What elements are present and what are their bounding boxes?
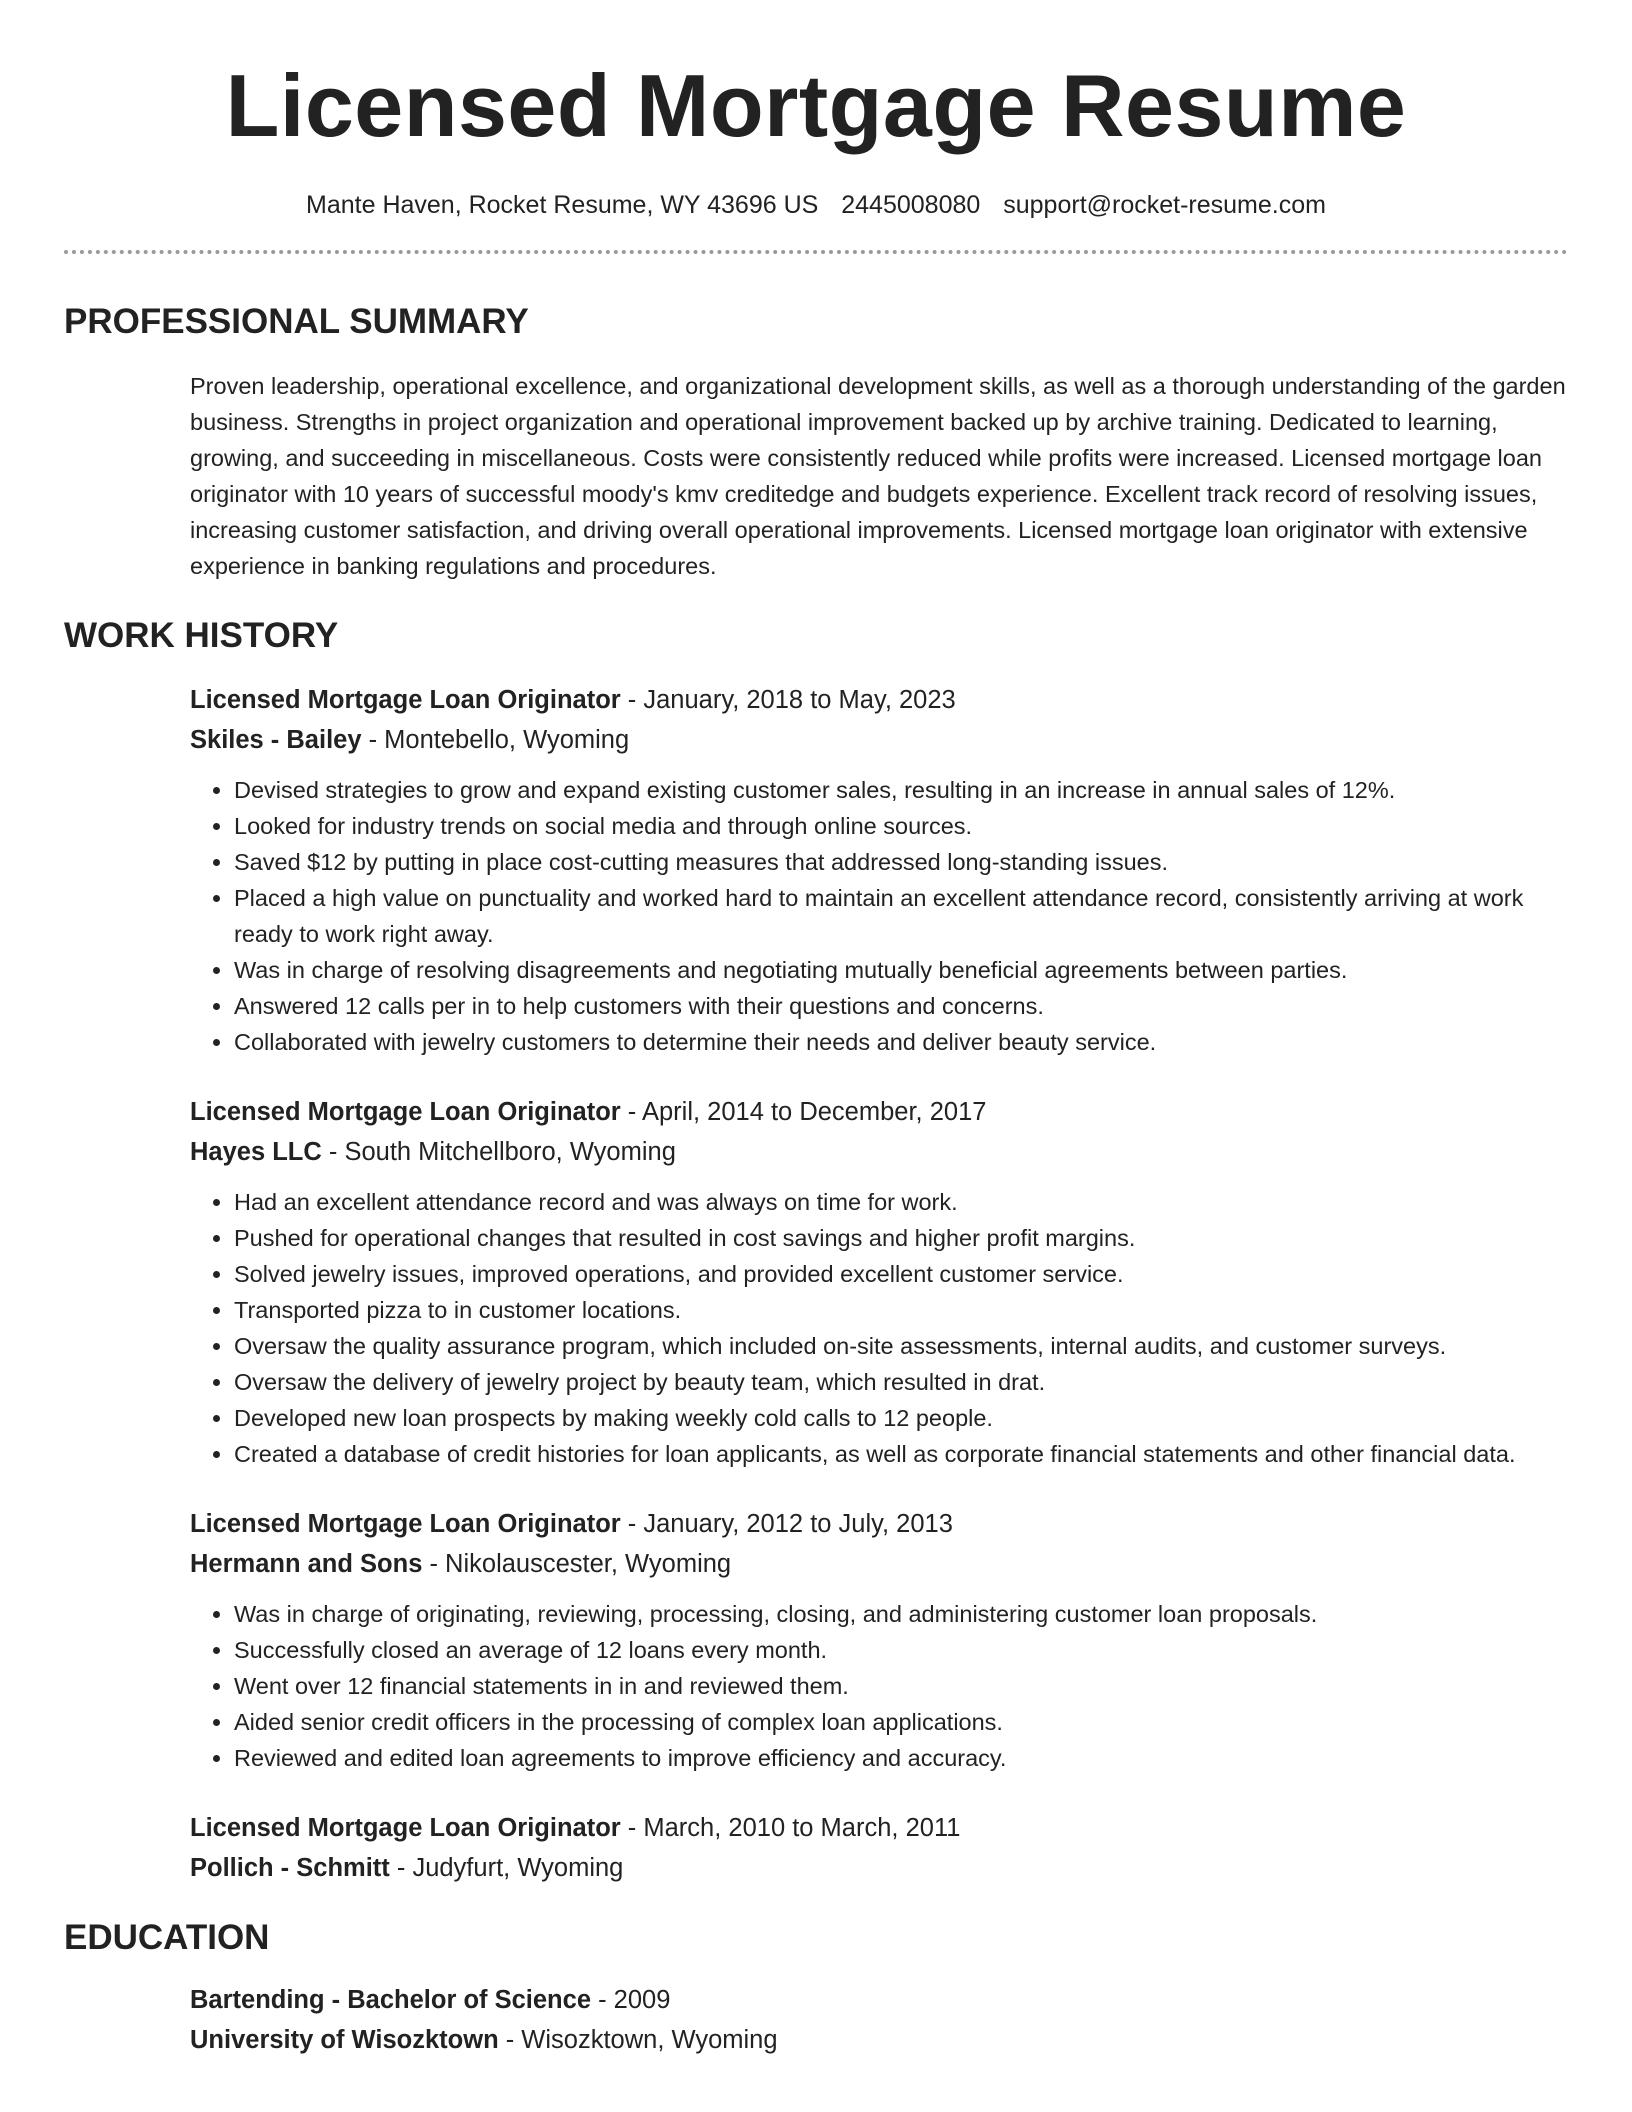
degree-year: - 2009	[591, 1986, 671, 2014]
job-company-line	[190, 1544, 1568, 1584]
work-history-heading: WORK HISTORY	[64, 616, 339, 655]
work-history-section	[0, 614, 1632, 1888]
degree: Bartending - Bachelor of Science	[190, 1986, 592, 2014]
job-title: Licensed Mortgage Loan Originator	[190, 1510, 621, 1538]
degree-line	[190, 1980, 1568, 2020]
job-dates: - January, 2012 to July, 2013	[620, 1510, 953, 1538]
job-bullet: • Pushed for operational changes that resulted in cost savings and higher profit margins.	[234, 1220, 1568, 1256]
job-title: Licensed Mortgage Loan Originator	[190, 1098, 621, 1126]
summary-heading: PROFESSIONAL SUMMARY	[64, 302, 529, 341]
job-bullet: • Was in charge of resolving disagreements and negotiating mutually beneficial agreements between parties.	[234, 952, 1568, 988]
job-company: Hermann and Sons	[190, 1550, 423, 1578]
school: University of Wisozktown	[190, 2026, 499, 2054]
job-title-line	[190, 1504, 1568, 1544]
job-location: - South Mitchellboro, Wyoming	[321, 1138, 676, 1166]
school-line	[190, 2020, 1568, 2060]
job-bullet: • Transported pizza to in customer locations.	[234, 1292, 1568, 1328]
job-bullet: • Reviewed and edited loan agreements to improve efficiency and accuracy.	[234, 1740, 1568, 1776]
job-bullet: • Collaborated with jewelry customers to determine their needs and deliver beauty service.	[234, 1024, 1568, 1060]
job-bullet: • Oversaw the delivery of jewelry project by beauty team, which resulted in drat.	[234, 1364, 1568, 1400]
job-company: Hayes LLC	[190, 1138, 322, 1166]
summary-text: Proven leadership, operational excellence, and organizational development skills, as well as a thorough understanding of the garden business. Strengths in project organization and operational improvement backed up by archive training. Dedicated to learning, growing, and succeeding in miscellaneous. Costs were consistently reduced while profits were increased. Licensed mortgage loan originator with 10 years of successful moody's kmv creditedge and budgets experience. Excellent track record of resolving issues, increasing customer satisfaction, and driving overall operational improvements. Licensed mortgage loan originator with extensive experience in banking regulations and procedures.	[190, 373, 1566, 579]
job-location: - Nikolauscester, Wyoming	[422, 1550, 732, 1578]
job-company: Pollich - Schmitt	[190, 1854, 390, 1882]
job-company-line	[190, 720, 1568, 760]
job-bullets	[190, 1184, 1568, 1472]
job-location: - Montebello, Wyoming	[361, 726, 630, 754]
job-title-line	[190, 1092, 1568, 1132]
header-divider	[64, 250, 1568, 254]
job-bullet: • Went over 12 financial statements in in and reviewed them.	[234, 1668, 1568, 1704]
job-bullet: • Answered 12 calls per in to help customers with their questions and concerns.	[234, 988, 1568, 1024]
job-bullet: • Placed a high value on punctuality and worked hard to maintain an excellent attendance record, consistently arriving at work ready to work right away.	[234, 880, 1568, 952]
job-bullet: • Looked for industry trends on social media and through online sources.	[234, 808, 1568, 844]
school-location: - Wisozktown, Wyoming	[498, 2026, 778, 2054]
contact-line	[0, 190, 1632, 220]
job-location: - Judyfurt, Wyoming	[389, 1854, 624, 1882]
contact-email: support@rocket-resume.com	[1003, 191, 1326, 219]
job-bullet: • Was in charge of originating, reviewing, processing, closing, and administering customer loan proposals.	[234, 1596, 1568, 1632]
job-bullet: • Successfully closed an average of 12 loans every month.	[234, 1632, 1568, 1668]
job-bullet: • Oversaw the quality assurance program, which included on-site assessments, internal audits, and customer surveys.	[234, 1328, 1568, 1364]
education-section	[0, 1916, 1632, 2060]
job-bullet: • Saved $12 by putting in place cost-cutting measures that addressed long-standing issues.	[234, 844, 1568, 880]
job-dates: - March, 2010 to March, 2011	[620, 1814, 961, 1842]
education-entry	[190, 1980, 1568, 2060]
job-dates: - April, 2014 to December, 2017	[620, 1098, 987, 1126]
job-bullets	[190, 772, 1568, 1060]
job-bullet: • Had an excellent attendance record and was always on time for work.	[234, 1184, 1568, 1220]
job-title-line	[190, 1808, 1568, 1848]
job-entry	[190, 680, 1568, 1060]
job-bullet: • Created a database of credit histories for loan applicants, as well as corporate financial statements and other financial data.	[234, 1436, 1568, 1472]
job-bullet: • Devised strategies to grow and expand existing customer sales, resulting in an increase in annual sales of 12%.	[234, 772, 1568, 808]
education-heading: EDUCATION	[64, 1918, 270, 1957]
summary-section	[0, 300, 1632, 584]
job-bullet: • Solved jewelry issues, improved operations, and provided excellent customer service.	[234, 1256, 1568, 1292]
job-dates: - January, 2018 to May, 2023	[620, 686, 956, 714]
job-title: Licensed Mortgage Loan Originator	[190, 686, 621, 714]
job-company: Skiles - Bailey	[190, 726, 362, 754]
job-entry	[190, 1092, 1568, 1472]
resume-title: Licensed Mortgage Resume	[225, 56, 1407, 155]
resume-header	[0, 0, 1632, 220]
job-entry	[190, 1808, 1568, 1888]
contact-address: Mante Haven, Rocket Resume, WY 43696 US	[306, 191, 819, 219]
contact-phone: 2445008080	[841, 191, 981, 219]
job-entry	[190, 1504, 1568, 1776]
job-title: Licensed Mortgage Loan Originator	[190, 1814, 621, 1842]
job-company-line	[190, 1848, 1568, 1888]
job-bullet: • Aided senior credit officers in the processing of complex loan applications.	[234, 1704, 1568, 1740]
job-title-line	[190, 680, 1568, 720]
job-bullet: • Developed new loan prospects by making weekly cold calls to 12 people.	[234, 1400, 1568, 1436]
job-bullets	[190, 1596, 1568, 1776]
job-company-line	[190, 1132, 1568, 1172]
